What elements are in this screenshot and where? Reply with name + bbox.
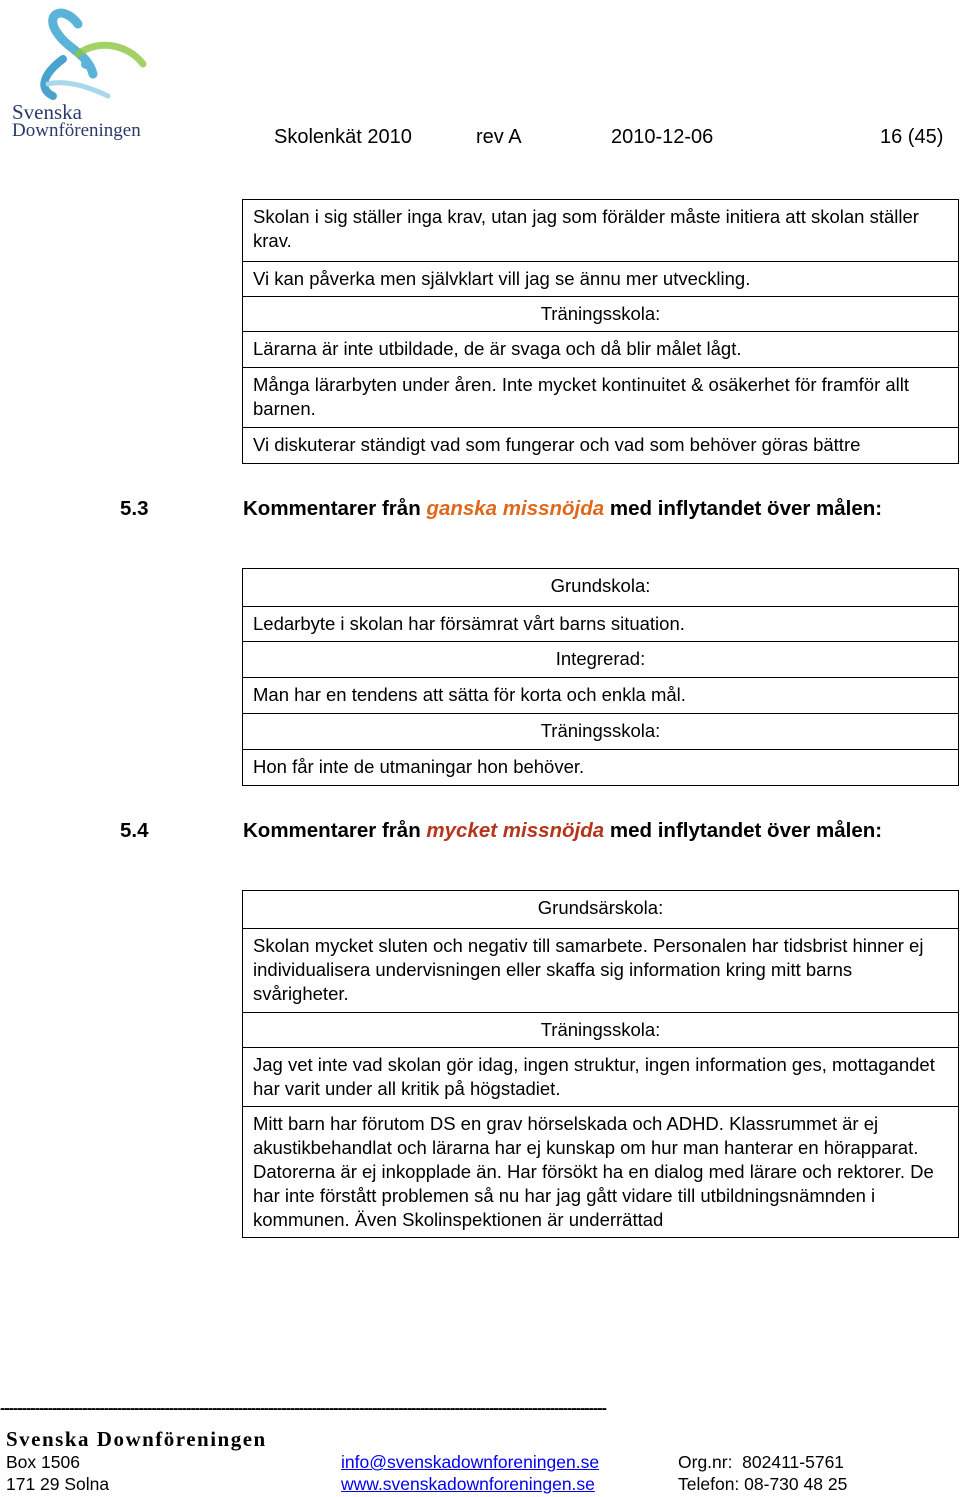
table-row: Lärarna är inte utbildade, de är svaga och då blir målet lågt.	[243, 331, 958, 367]
footer-email-link[interactable]: info@svenskadownforeningen.se	[341, 1452, 600, 1472]
table-row: Många lärarbyten under åren. Inte mycket kontinuitet & osäkerhet för framför allt barnen.	[243, 367, 958, 427]
footer-website-link[interactable]: www.svenskadownforeningen.se	[341, 1474, 595, 1494]
table-row: Mitt barn har förutom DS en grav hörselskada och ADHD. Klassrummet är ej akustikbehandlat och lärarna har ej kunskap om hur man hanterar en hörapparat. Datorerna är ej inkopplade än. Har försökt ha en dialog med lärare och rektorer. De har inte förstått problemen så nu har jag gått vidare till utbildningsnämnden i kommunen. Även Skolinspektionen är underrättad	[243, 1106, 958, 1237]
footer-address-box: Box 1506	[6, 1452, 80, 1472]
header-revision: rev A	[476, 126, 522, 148]
table-row: Skolan mycket sluten och negativ till samarbete. Personalen har tidsbrist hinner ej individualisera undervisningen eller skaffa sig information kring mitt barns svårigheter.	[243, 928, 958, 1012]
logo-text-line2: Downföreningen	[12, 120, 141, 141]
section-heading-post: med inflytandet över målen:	[609, 497, 883, 520]
logo-mark-icon	[8, 4, 158, 104]
section-heading-pre: Kommentarer från	[243, 497, 421, 520]
table-row: Man har en tendens att sätta för korta och enkla mål.	[243, 677, 958, 713]
section-number: 5.4	[120, 819, 149, 842]
section-heading-pre: Kommentarer från	[243, 819, 421, 842]
footer-address-city: 171 29 Solna	[6, 1474, 110, 1494]
section-number: 5.3	[120, 497, 149, 520]
comments-table-3	[242, 890, 959, 1238]
header-page-number: 16 (45)	[880, 126, 944, 148]
table-row-heading: Träningsskola:	[243, 713, 958, 749]
table-row-heading: Integrerad:	[243, 641, 958, 677]
table-row-heading: Grundsärskola:	[537, 897, 664, 918]
section-heading-highlight: mycket missnöjda	[426, 819, 605, 842]
section-heading-5-4	[120, 819, 882, 843]
header-document-title: Skolenkät 2010	[274, 126, 412, 148]
footer-phone: Telefon: 08-730 48 25	[678, 1474, 848, 1494]
table-row-heading: Träningsskola:	[243, 1012, 958, 1047]
header-date: 2010-12-06	[611, 126, 714, 148]
footer-organization: Svenska Downföreningen	[6, 1427, 267, 1451]
table-row: Jag vet inte vad skolan gör idag, ingen struktur, ingen information ges, mottagandet har varit under all kritik på högstadiet.	[243, 1047, 958, 1106]
footer-org-number: Org.nr: 802411-5761	[678, 1452, 845, 1472]
comments-table-1	[242, 199, 959, 464]
section-heading-highlight: ganska missnöjda	[426, 497, 605, 520]
table-row: Hon får inte de utmaningar hon behöver.	[243, 749, 958, 785]
table-row-heading: Träningsskola:	[243, 296, 958, 331]
section-heading-post: med inflytandet över målen:	[609, 819, 883, 842]
table-row: Vi diskuterar ständigt vad som fungerar och vad som behöver göras bättre	[243, 427, 958, 463]
table-row: Skolan i sig ställer inga krav, utan jag som förälder måste initiera att skolan ställer krav.	[253, 206, 919, 251]
section-heading-5-3	[120, 497, 882, 521]
footer-separator: --------------------------------------------------------------------------------------------------------------------------------------------	[0, 1400, 606, 1417]
table-row: Vi kan påverka men självklart vill jag se ännu mer utveckling.	[243, 261, 958, 296]
table-row-heading: Grundskola:	[550, 575, 651, 596]
logo-text-line1: Svenska	[12, 100, 82, 124]
table-row: Ledarbyte i skolan har försämrat vårt barns situation.	[243, 606, 958, 641]
logo	[8, 4, 158, 144]
comments-table-2	[242, 568, 959, 786]
